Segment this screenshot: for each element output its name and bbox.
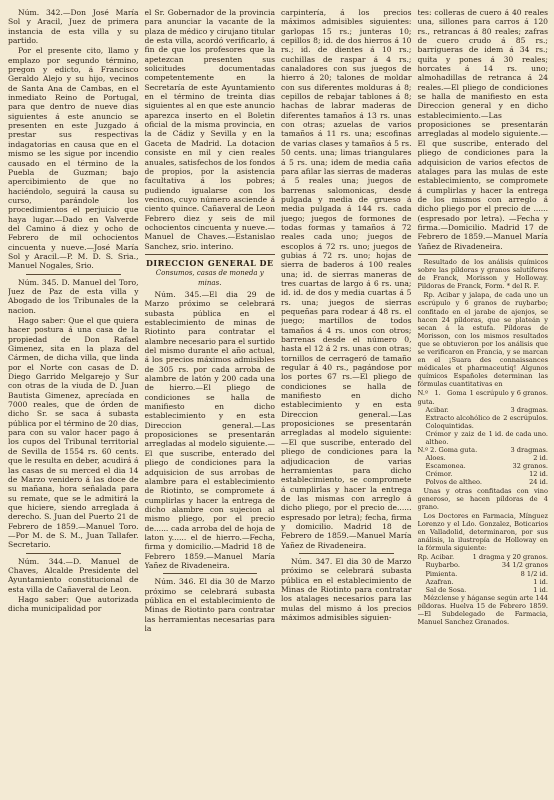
- ingredient-row: [418, 478, 549, 486]
- ingredient-row: [418, 446, 549, 454]
- ingredient-name: Crémor y zaiz de altheo.: [425, 429, 486, 446]
- formula-closing: Mézclense y háganse según arte 144 píldoras. Huelva 15 de Febrero 1859. —El Subdelegado de Farmacia, Manuel Sanchez Granados.: [417, 593, 548, 627]
- ingredient-name: N.º 2. Goma guta.: [417, 446, 478, 455]
- ingredient-name: Escamonea.: [425, 462, 466, 471]
- ingredient-quantity: 1 id. de cada uno.: [488, 429, 548, 438]
- ingredient-name: Crémor.: [425, 470, 453, 479]
- ingredient-row: [418, 578, 549, 586]
- ingredient-row: [418, 406, 549, 414]
- column-1: [8, 8, 139, 794]
- notice-347-continued: tes: colleras de cuero á 40 reales una, sillones para carros á 120 rs., retrancas á 80 reales; zafras de cuero crudo á 85 rs.; barrigueras de idem á 34 rs.; quita y pones á 30 reales; horcates á 14 rs. uno; almohadillas de retranca á 24 reales.—El pliego de condiciones se halla de manifiesto en esta Direccion general y en dicho establecimiento.—Las proposiciones se presentarán arregladas al modelo siguiente.—El que suscribe, enterado del pliego de condiciones para la adquisicion de varios efectos de atalages para las mulas de este establecimiento, se compromete á cumplirlas y hacer la entrega de los mismos con arreglo á dicho pliego por el precio de ...... (espresado por letra). —Fecha y firma.—Domicilio. Madrid 17 de Febrero de 1859.—Manuel María Yañez de Rivadeneira.: [417, 8, 548, 251]
- ingredient-row: [418, 553, 549, 561]
- notice-344-body: Hago saber: Que autorizada dicha municipalidad por: [8, 594, 139, 614]
- ingredient-name: Ruybarbo.: [425, 561, 460, 570]
- divider: [26, 553, 121, 554]
- ingredient-row: [418, 454, 549, 462]
- ingredient-name: Pimienta.: [425, 569, 458, 578]
- divider: [26, 274, 121, 275]
- column-2: [145, 8, 276, 794]
- ingredient-name: Aloes.: [425, 454, 446, 463]
- formula-holloway-intro: Los Doctores en Farmacia, Mínguez Lorenzo y el Ldo. Gonzalez, Boticarios en Valladolid, determinaron, por sus análisis, la ilustropía de Holloway en la fórmula siguiente:: [417, 511, 548, 553]
- divider: [163, 573, 258, 574]
- ingredient-row: [418, 586, 549, 594]
- ingredient-name: Acibar.: [425, 405, 449, 414]
- ingredient-quantity: 8 1/2 id.: [520, 569, 548, 578]
- notice-347-body: Núm. 347. El dia 30 de Marzo próximo se celebrará subasta pública en el establecimiento de Minas de Riotinto para contratar los atalages necesarios para las mulas del mismo á los precios máximos admisibles siguien-: [281, 556, 412, 622]
- ingredient-quantity: 2 id.: [533, 454, 548, 463]
- divider: [299, 553, 394, 554]
- ingredient-name: N.º 1. Goma guta.: [417, 389, 467, 406]
- ingredient-quantity: 2 escrúpulos.: [503, 413, 548, 422]
- column-4: [418, 8, 549, 794]
- ingredient-quantity: 3 dragmas.: [510, 446, 548, 455]
- notice-342-heading: Núm. 342.—Don José María Sol y Aracil, Juez de primera instancia de esta villa y su partido.: [8, 8, 139, 46]
- notice-346-body: Núm. 346. El dia 30 de Marzo próximo se celebrará subasta pública en el establecimiento de Minas de Riotinto para contratar las herramientas necesarias para la: [144, 577, 275, 633]
- notice-345a-heading: Núm. 345. D. Manuel del Toro, Juez de Paz de esta villa y Abogado de los Tribunales de la nacion.: [8, 277, 139, 315]
- section-heading: DIRECCION GENERAL DE: [145, 257, 274, 268]
- notice-344-continued: el Sr. Gobernador de la provincia para anunciar la vacante de la plaza de médico y cirujano titular de esta villa, acordó verificarlo, á fin de que los profesores que la apetezcan presenten sus solicitudes documentadas competentemente en la Secretaría de este Ayuntamiento en el término de treinta dias siguientes al en que este anuncio aparezca inserto en el Boletin oficial de la misma provincia, en la de Cádiz y Sevilla y en la Gaceta de Madrid. La dotacion consiste en mil y cien reales anuales, satisfechos de los fondos de propios, por la asistencia facultativa á los pobres; pudiendo igualarse con los vecinos, cuyo número asciende á ciento quince. Cañaveral de Leon Febrero diez y seis de mil ochocientos cincuenta y nueve.—Manuel de Chaves.—Estanislao Sanchez, srio. interino.: [144, 8, 275, 251]
- ingredient-row: [418, 561, 549, 569]
- ingredient-quantity: 12 id.: [529, 470, 548, 479]
- ingredient-row: [418, 430, 549, 446]
- ingredient-row: [418, 414, 549, 430]
- ingredient-quantity: 1 escrúpulo y 6 granos.: [469, 389, 548, 398]
- formula-note: Unas y otras confitadas con vino generoso, se hacen píldoras de 4 grano.: [417, 486, 548, 511]
- ingredient-quantity: 24 id.: [529, 478, 548, 487]
- ingredient-name: Polvos de altheo.: [425, 478, 482, 487]
- ingredient-row: [418, 470, 549, 478]
- formula-franck: Rp. Acibar y jalapa, de cada uno un escrúpulo y 6 granos de ruybarbo; confitado en el jarabe de ajenjos, se hacen 24 píldoras, que se plateán y secan á la estufa. Píldoras de Morisson, con los mismos resultados que se obtuvieron por los análisis que se verificaron en Francia, y se marcan en el ¡Suara des connaissances médicales et pharmaceutiq! Algunos químicos Españoles determinan las fórmulas cuantitativas en: [417, 291, 548, 389]
- ingredient-quantity: 1 dragma y 20 granos.: [472, 553, 548, 562]
- ingredient-row: [418, 570, 549, 578]
- ingredient-name: Azafran.: [425, 577, 454, 586]
- divider: [145, 254, 276, 255]
- ingredient-name: Sal de Sosa.: [425, 585, 467, 594]
- ingredient-name: Extracto alcohólico de Coloquintidas.: [425, 413, 501, 430]
- divider: [418, 254, 549, 255]
- analysis-intro: Resultado de los análisis químicos sobre las píldoras y granos salutíferos de Franck, Morisson y Holloway. Pildoras de Franck, Form. * del R. F.: [417, 257, 548, 291]
- ingredient-row: [418, 462, 549, 470]
- section-subheading: Consumos, casas de moneda y minas.: [155, 269, 264, 287]
- ingredient-row: [418, 389, 549, 405]
- ingredient-quantity: 3 dragmas.: [510, 405, 548, 414]
- notice-345a-body: Hago saber: Que el que quiera hacer postura á una casa de la propiedad de Don Rafael Gimenez, sita en la plaza del Cármen, de dicha villa, que linda por el Norte con casas de D. Diego Garrido Melgarejo y Sur con otras de la viuda de D. Juan Bautista Gimenez, aprecíada en 7000 reales, que de órden de dicho Sr. se saca á subasta pública por el término de 20 dias, para con su valor hacer pago á los cupos del Tribunal territorial de Sevilla de 1554 rs. 60 cents. que le resulta en deber, acudirá á las casas de su merced el dia 14 de Marzo venidero á las doce de su mañana, hora señalada para su remate, que se le admitirá la que hiciere, siendo arreglada á derecho. S. Juan del Puerto 21 de Febrero de 1859.—Manuel Toro.—Por M. de S. M., Juan Tallafer. Secretario.: [8, 316, 139, 550]
- ingredient-quantity: 34 1/2 granos: [501, 561, 548, 570]
- notice-342-body: Por el presente cito, llamo y emplazo por segundo término, pregon y edicto, á Francisco Geraldo Alejo y su hijo, vecinos de Santa Ana de Cambas, en el inmediato Reino de Portugal, para que dentro de nueve dias siguientes á este anuncio se presenten en este Juzgado á prestar sus respectivas indagatorias en causa que en el mismo se les sigue por incendio causado en el término de la Puebla de Guzman; bajo apercibimiento de que no haciéndolo, seguirá la causa su curso, parándole los procedimientos el perjuicio que haya lugar.—Dado en Valverde del Camino á diez y ocho de Febrero de mil ochocientos cincuenta y nueve.—José María Sol y Aracil.—P. M. D. S. Sria., Manuel Nogales, Srio.: [8, 46, 139, 271]
- notice-344-heading: Núm. 344.—D. Manuel de Chaves, Alcalde Presidente del Ayuntamiento constitucional de esta villa de Cañaveral de Leon.: [8, 556, 139, 594]
- ingredient-quantity: 1 id.: [533, 577, 548, 586]
- column-3: [281, 8, 412, 794]
- ingredient-name: Rp. Acibar.: [417, 553, 455, 562]
- notice-345b-body: Núm. 345.—El dia 29 de Marzo próximo se celebrará subasta pública en el establecimiento de minas de Riotinto para contratar el alambre necesario para el surtido del mismo durante el año actual, á los precios máximos admisibles de 305 rs. por cada arroba de alambre de latón y 200 cada una de hierro.—El pliego de condiciones se halla de manifiesto en dicho establecimiento y en esta Direccion general.—Las proposiciones se presentarán arregladas al modelo siguiente.—El que suscribe, enterado del pliego de condiciones para la adquisicion de sus arrobas de alambre para el establecimiento de Riotinto, se compromete á cumplirlas y hacer la entrega de dicho alambre con sujecion al mismo pliego, por el precio de...... cada arroba del de hoja de laton y...... el de hierro.—Fecha, firma y domicilio.—Madrid 18 de Febrero 1859.—Manuel María Yañez de Rivadeneira.: [144, 289, 275, 570]
- notice-346-continued: carpintería, á los precios máximos admisibles siguientes: garlopas 15 rs.; junteras 10; cepillos 8; id. de dos hierros á 10 rs.; id. de dientes á 10 rs.; cuchillas de raspar á 4 rs.; canaladores con sus juegos de hierro á 20; talones de moldar con sus diferentes molduras á 8; cepillos de rebajar tablones á 8; hachas de labrar maderas de diferentes tamaños á 13 rs. unas con otras; azuelas de varios tamaños á 11 rs. una; escofinas de varias clases y tamaños á 5 rs. 50 cents. una; limas triangulares á 5 rs. una; idem de media caña para afilar las sierras de maderas á 5 reales una; juegos de barrenas salomonicas, desde pulgada y media de grueso á media pulgada á 144 rs. cada juego; juegos de formones de todas formas y tamaños á 72 reales cada uno; juegos de escoplos á 72 rs. uno; juegos de gubias á 72 rs. uno; hojas de sierra de baderos á 100 reales una; id. de sierras maneras de tres cuartas de largo á 6 rs. una; id. id. de dos y media cuartas á 5 rs. una; juegos de sierras pequeñas para rodear á 48 rs. el juego; martillos de todos tamaños á 4 rs. unos con otros; barrenas desde el número 0, hasta el 12 á 2 rs. unas con otras; tornillos de cerrageró de tamaño regular á 40 rs., pagándose por los portes 67 rs.—El pliego de condiciones se halla de manifiesto en dicho establecimiento y en esta Direccion general.—Las proposiciones se presentarán arregladas al modelo siguiente: —El que suscribe, enterado del pliego de condiciones para la adjudicacion de varias herramientas para dicho establecimiento, se compromete á cumplirlas y hacer la entrega de las mismas con arreglo á dicho pliego, por el precio de...... espresado por letra); fecha, firma y domicilio. Madrid 18 de Febrero de 1859.—Manuel María Yañez de Rivadeneira.: [281, 8, 412, 550]
- ingredient-quantity: 1 id.: [533, 585, 548, 594]
- ingredient-quantity: 32 granos.: [512, 462, 548, 471]
- pharmacy-analysis: [418, 258, 549, 626]
